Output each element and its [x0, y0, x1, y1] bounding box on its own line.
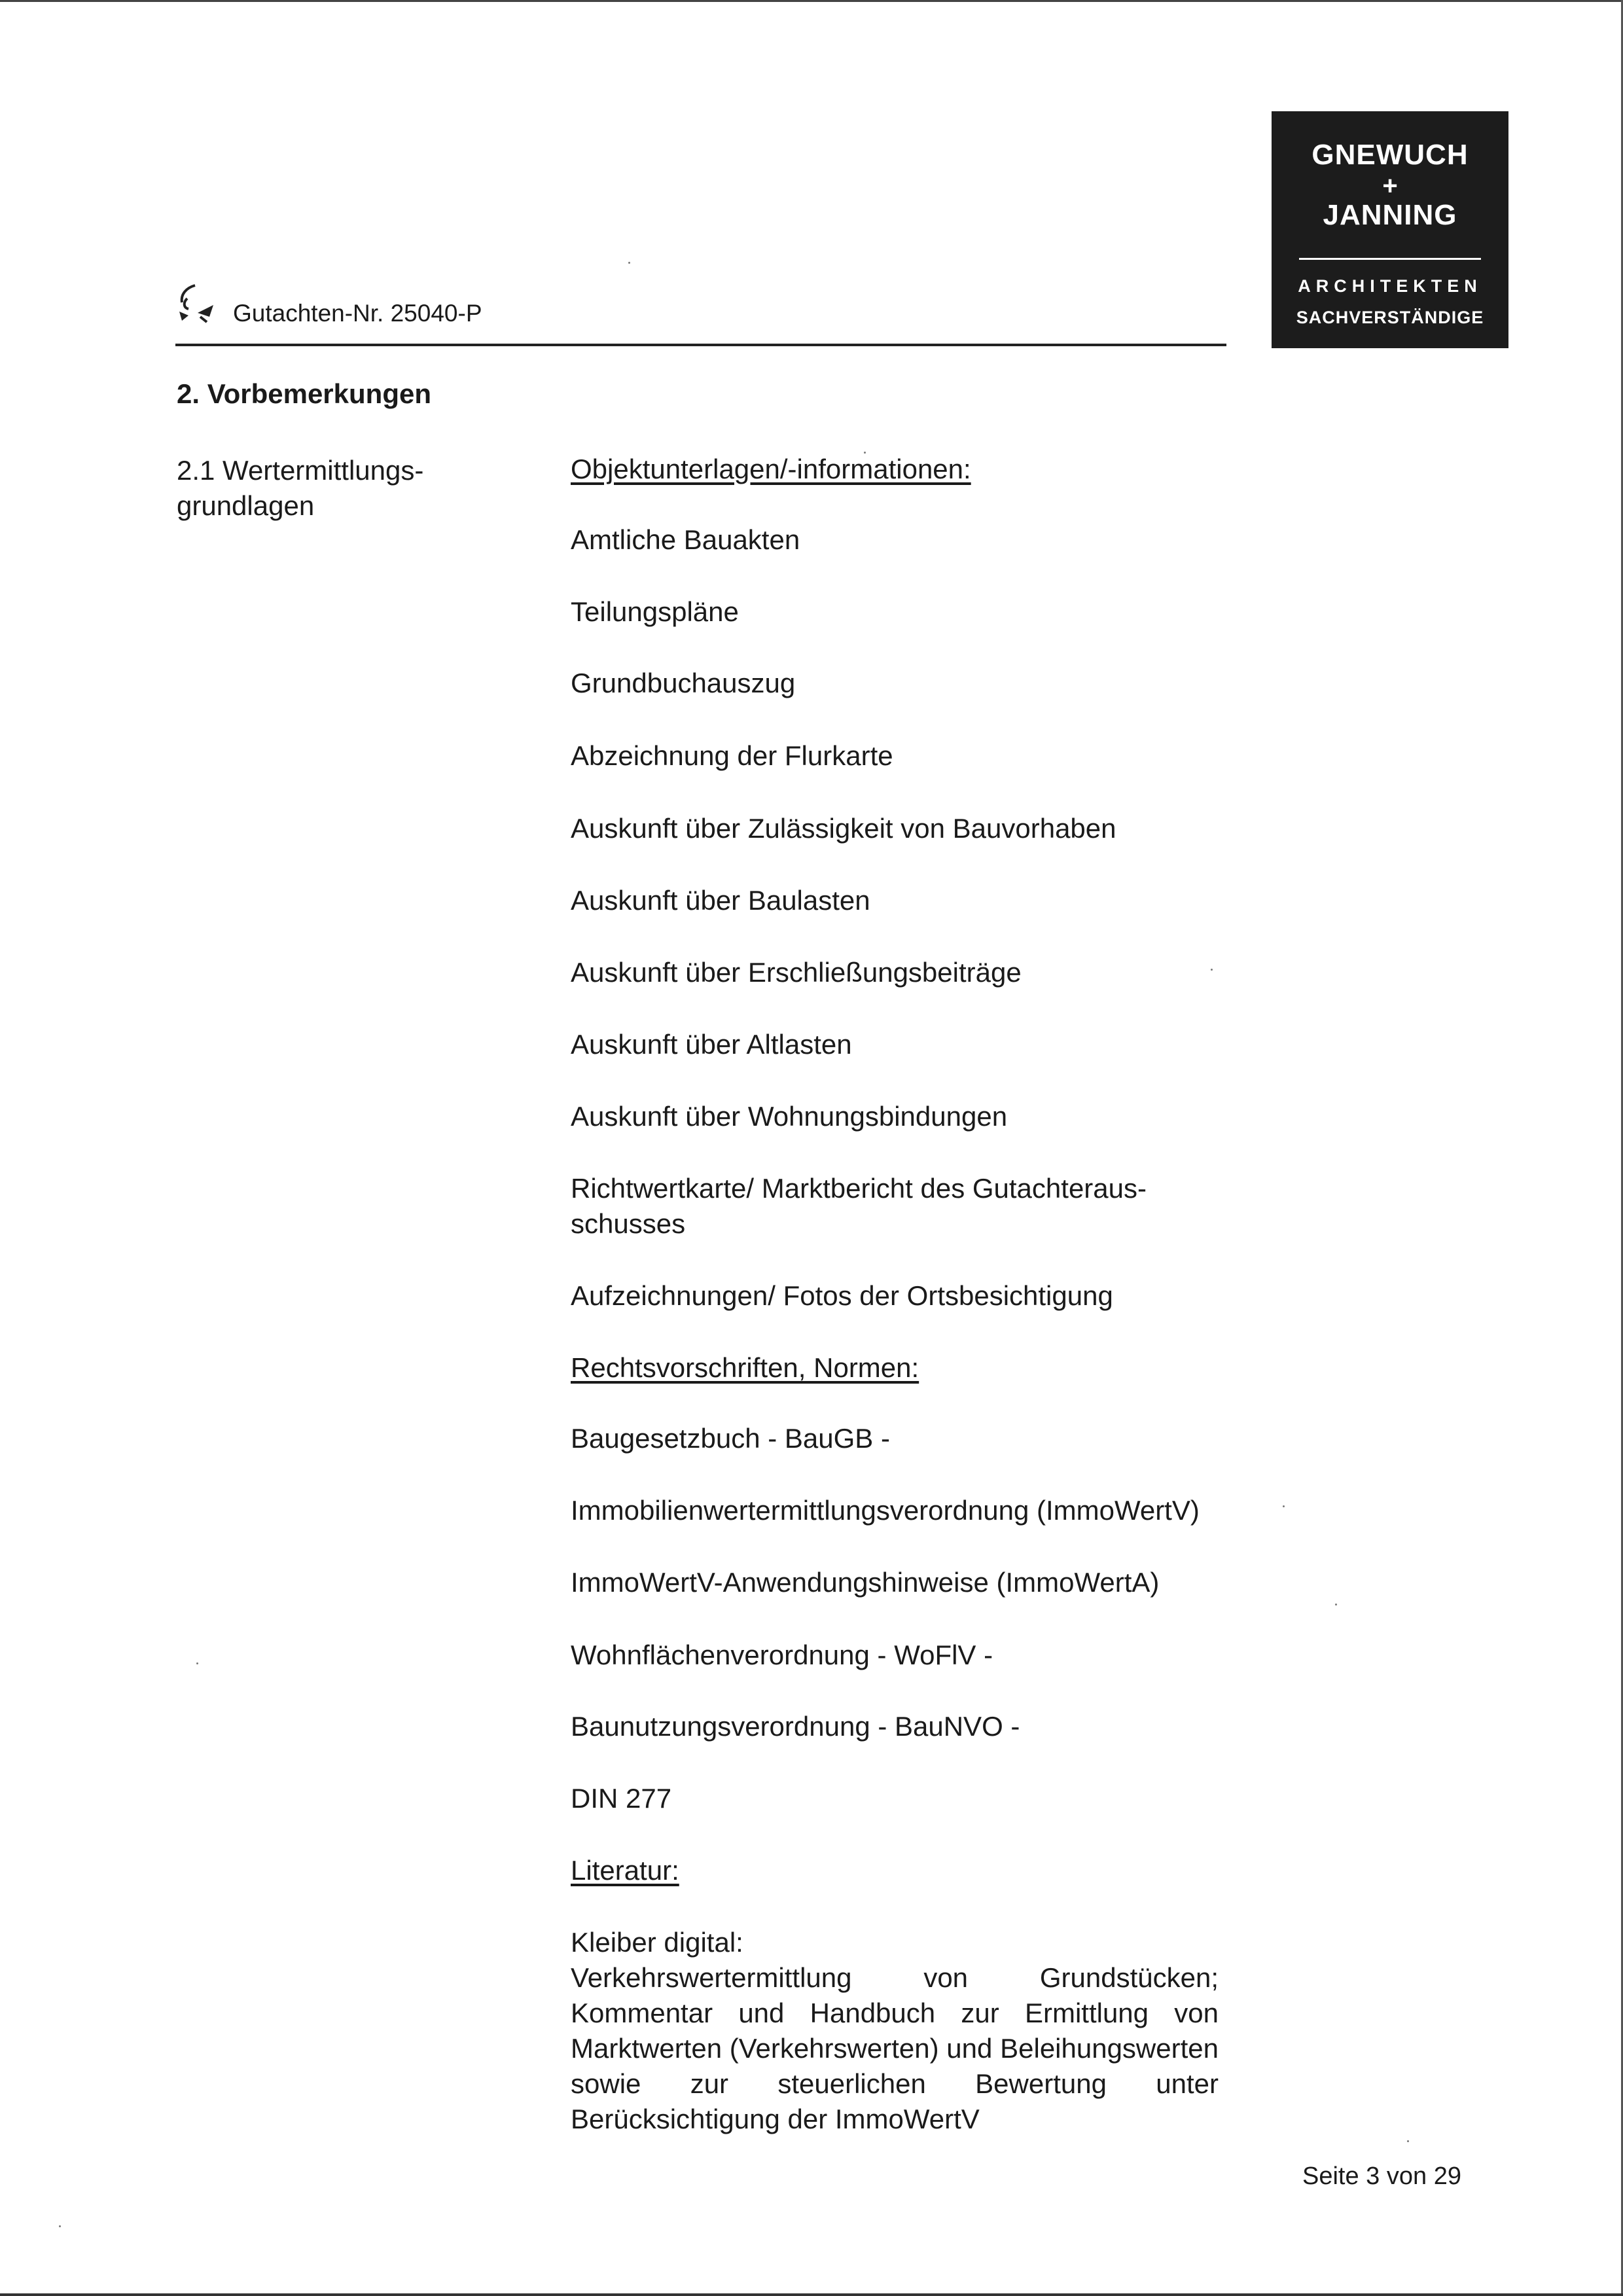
- list-item: ImmoWertV-Anwendungshinweise (ImmoWertA): [571, 1567, 1160, 1598]
- list-item: Grundbuchauszug: [571, 668, 796, 698]
- list-item: Immobilienwertermittlungsverordnung (ImmoWertV): [571, 1495, 1200, 1526]
- subsection-label: [177, 453, 517, 524]
- list-item: Auskunft über Erschließungsbeiträge: [571, 957, 1022, 988]
- heading-objektunterlagen: Objektunterlagen/-informationen:: [571, 454, 971, 484]
- list-item: Wohnflächenverordnung - WoFlV -: [571, 1640, 993, 1670]
- scan-speck: [628, 262, 630, 264]
- logo-line-plus: +: [1382, 171, 1398, 200]
- list-item-richtwertkarte-text: Richtwertkarte/ Marktbericht des Gutachteraus- schusses: [571, 1173, 1147, 1239]
- scan-edge-top: [0, 0, 1623, 2]
- list-item: Auskunft über Altlasten: [571, 1029, 852, 1060]
- scan-speck: [1407, 2140, 1409, 2142]
- list-item: Teilungspläne: [571, 596, 739, 627]
- heading-literatur: Literatur:: [571, 1855, 679, 1886]
- scan-speck: [59, 2225, 61, 2227]
- header-rule: [175, 344, 1226, 346]
- list-item: DIN 277: [571, 1783, 672, 1814]
- logo-divider: [1299, 258, 1481, 260]
- literatur-title: Kleiber digital:: [571, 1927, 743, 1958]
- logo-line-gnewuch: GNEWUCH: [1311, 139, 1469, 171]
- list-item: Auskunft über Baulasten: [571, 885, 870, 916]
- scan-speck: [1335, 1604, 1337, 1605]
- scan-edge-bottom: [0, 2293, 1623, 2296]
- logo-line-janning: JANNING: [1323, 199, 1457, 231]
- company-logo: [1272, 111, 1508, 348]
- list-item: Auskunft über Wohnungsbindungen: [571, 1101, 1008, 1132]
- list-item: Baunutzungsverordnung - BauNVO -: [571, 1711, 1020, 1742]
- list-item: Abzeichnung der Flurkarte: [571, 740, 893, 771]
- list-item: Baugesetzbuch - BauGB -: [571, 1423, 890, 1454]
- list-item-richtwertkarte: [571, 1171, 1219, 1242]
- heading-rechtsvorschriften: Rechtsvorschriften, Normen:: [571, 1352, 919, 1383]
- subsection-label-text: 2.1 Wertermittlungs- grundlagen: [177, 455, 424, 521]
- list-item: Amtliche Bauakten: [571, 524, 800, 555]
- literatur-text-body: Verkehrswertermittlung von Grundstücken; Kommentar und Handbuch zur Ermittlung von Marktwerten (Verkehrswerten) und Beleihungswerten sowie zur steuerlichen Bewertung unter Berücksichtigung der ImmoWertV: [571, 1962, 1219, 2134]
- logo-line-architekten: ARCHITEKTEN: [1298, 276, 1482, 296]
- scan-speck: [196, 1662, 198, 1664]
- paragraph-mark-icon: [175, 283, 223, 325]
- scan-speck: [864, 452, 866, 454]
- scan-speck: [1211, 969, 1213, 971]
- section-title: 2. Vorbemerkungen: [177, 378, 431, 409]
- list-item: Aufzeichnungen/ Fotos der Ortsbesichtigung: [571, 1280, 1113, 1311]
- scan-speck: [1283, 1505, 1285, 1507]
- page-number: Seite 3 von 29: [1302, 2162, 1461, 2190]
- list-item: Auskunft über Zulässigkeit von Bauvorhaben: [571, 813, 1116, 844]
- literatur-text: [571, 1960, 1219, 2137]
- logo-line-sachverstaendige: SACHVERSTÄNDIGE: [1296, 308, 1484, 327]
- report-number: Gutachten-Nr. 25040-P: [233, 300, 482, 327]
